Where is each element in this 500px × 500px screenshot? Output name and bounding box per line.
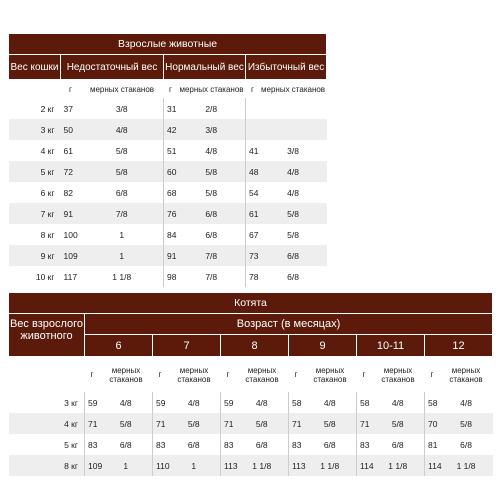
cups-cell: 6/8: [119, 439, 132, 450]
cups-cell: 6/8: [187, 439, 200, 450]
grams-cell: 114: [357, 455, 372, 476]
grams-cell: 72: [61, 161, 81, 182]
grams-cell: 109: [85, 455, 100, 476]
adult-weight-column-header: Вес взрослого животного: [9, 314, 85, 357]
cups-cell: 7/8: [178, 245, 246, 266]
age-12-header: 12: [425, 335, 493, 357]
adult-feeding-table: [8, 33, 327, 287]
cups-cell: 5/8: [260, 203, 327, 224]
grams-cell: 71: [85, 413, 100, 434]
cups-cell: 2/8: [205, 103, 218, 114]
cups-cell: 4/8: [323, 397, 336, 408]
cups-cell: 4/8: [260, 161, 327, 182]
grams-cell: 73: [246, 245, 260, 266]
grams-cell: 113: [289, 455, 304, 476]
cups-cell: 5/8: [100, 413, 153, 434]
grams-cell: 70: [425, 413, 440, 434]
age-7-header: 7: [153, 335, 221, 357]
grams-cell: 81: [425, 434, 440, 455]
cups-cell: 1: [81, 245, 164, 266]
grams-cell: 113: [221, 455, 236, 476]
grams-cell: 110: [153, 455, 168, 476]
grams-cell: 31: [164, 98, 178, 119]
unit-grams: г: [153, 357, 168, 393]
cups-cell: 7/8: [81, 203, 164, 224]
grams-cell: 109: [61, 245, 81, 266]
grams-cell: 78: [246, 266, 260, 287]
table-row: [9, 98, 327, 119]
underweight-header: Недостаточный вес: [61, 55, 164, 80]
unit-cups: мерных стаканов: [81, 80, 164, 99]
cups-cell: 1: [119, 229, 125, 240]
cups-cell: 3/8: [178, 119, 246, 140]
cups-cell: 5/8: [304, 413, 357, 434]
cups-cell: 4/8: [119, 397, 132, 408]
grams-cell: 68: [164, 182, 178, 203]
cups-cell: 1 1/8: [440, 455, 493, 476]
age-9-header: 9: [289, 335, 357, 357]
cat-weight-cell: 3 кг: [9, 119, 61, 140]
table-row: [9, 161, 327, 182]
grams-cell: 91: [164, 245, 178, 266]
unit-grams: г: [246, 80, 260, 99]
overweight-header: Избыточный вес: [246, 55, 327, 80]
table-row: [9, 266, 327, 287]
cups-cell: 5/8: [81, 161, 164, 182]
cups-cell: 1 1/8: [112, 271, 132, 282]
cat-weight-cell: 8 кг: [40, 229, 55, 240]
grams-cell: 41: [246, 140, 260, 161]
cups-cell: 6/8: [115, 187, 128, 198]
table-row: [9, 224, 327, 245]
unit-grams: г: [85, 357, 100, 393]
grams-cell: 60: [164, 161, 178, 182]
grams-cell: 71: [221, 413, 236, 434]
cups-cell: 5/8: [372, 413, 425, 434]
unit-grams: г: [164, 80, 178, 99]
grams-cell: 71: [153, 413, 168, 434]
cups-cell: 1 1/8: [304, 455, 357, 476]
unit-grams: г: [357, 357, 372, 393]
unit-cups: мерных стаканов: [178, 80, 246, 99]
unit-cups: мерных стаканов: [304, 357, 357, 393]
cups-cell: 5/8: [287, 229, 299, 240]
cups-cell: 6/8: [391, 439, 404, 450]
grams-cell: 51: [164, 140, 178, 161]
table-row: [9, 182, 327, 203]
unit-cups: мерных стаканов: [236, 357, 289, 393]
kitten-units-row: [9, 357, 493, 393]
grams-cell: 37: [63, 103, 73, 114]
grams-cell: 98: [164, 266, 178, 287]
grams-cell: 117: [63, 271, 78, 282]
cups-cell: 4/8: [205, 145, 218, 156]
cups-cell: 5/8: [115, 145, 128, 156]
grams-cell: 114: [425, 455, 440, 476]
cups-cell: 3/8: [287, 145, 299, 156]
kitten-feeding-table: [8, 292, 493, 476]
grams-cell: 58: [357, 392, 372, 413]
age-6-header: 6: [85, 335, 153, 357]
cups-cell: 5/8: [178, 161, 246, 182]
unit-cups: мерных стаканов: [372, 357, 425, 393]
cups-cell: 5/8: [236, 413, 289, 434]
grams-cell: [246, 119, 260, 140]
table-row: [9, 434, 493, 455]
unit-cups: мерных стаканов: [260, 80, 327, 99]
adult-weight-cell: 3 кг: [64, 397, 78, 408]
cups-cell: 6/8: [287, 271, 299, 282]
cups-cell: 6/8: [260, 245, 327, 266]
cups-cell: 4/8: [460, 397, 472, 408]
grams-cell: 84: [164, 224, 178, 245]
cups-cell: 4/8: [391, 397, 404, 408]
cups-cell: 4/8: [287, 187, 299, 198]
cups-cell: 4/8: [255, 397, 268, 408]
table-row: [9, 140, 327, 161]
grams-cell: 58: [425, 392, 440, 413]
cups-cell: [260, 98, 327, 119]
grams-cell: 100: [63, 229, 78, 240]
weight-column-header: Вес кошки: [9, 55, 61, 80]
cups-cell: 6/8: [178, 203, 246, 224]
grams-cell: 59: [85, 392, 100, 413]
unit-cups: мерных стаканов: [440, 357, 493, 393]
adult-table-title: Взрослые животные: [9, 34, 327, 55]
cat-weight-cell: 7 кг: [9, 203, 61, 224]
adult-weight-cell: 5 кг: [64, 439, 78, 450]
grams-cell: 83: [357, 434, 372, 455]
cups-cell: 6/8: [255, 439, 268, 450]
table-row: [9, 392, 493, 413]
grams-cell: 71: [357, 413, 372, 434]
grams-cell: 82: [63, 187, 73, 198]
cups-cell: 1: [100, 455, 153, 476]
cups-cell: 1: [168, 455, 221, 476]
grams-cell: 58: [289, 392, 304, 413]
grams-cell: 42: [164, 119, 178, 140]
cups-cell: 5/8: [440, 413, 493, 434]
table-row: [9, 203, 327, 224]
table-row: [9, 245, 327, 266]
cups-cell: 7/8: [205, 271, 218, 282]
cups-cell: 1 1/8: [236, 455, 289, 476]
units-empty-cell: [9, 80, 61, 99]
cups-cell: 3/8: [115, 103, 128, 114]
grams-cell: 54: [246, 182, 260, 203]
unit-grams: г: [61, 80, 81, 99]
grams-cell: 83: [289, 434, 304, 455]
table-row: [9, 455, 493, 476]
unit-grams: г: [221, 357, 236, 393]
grams-cell: 61: [246, 203, 260, 224]
cups-cell: [260, 119, 327, 140]
kitten-table-title: Котята: [9, 293, 493, 314]
grams-cell: 83: [85, 434, 100, 455]
cat-weight-cell: 2 кг: [40, 103, 55, 114]
grams-cell: 71: [289, 413, 304, 434]
cat-weight-cell: 4 кг: [40, 145, 55, 156]
units-empty-cell: [9, 357, 85, 393]
cups-cell: 4/8: [187, 397, 200, 408]
cat-weight-cell: 5 кг: [9, 161, 61, 182]
adult-weight-cell: 8 кг: [9, 455, 85, 476]
age-months-header: Возраст (в месяцах): [85, 314, 493, 335]
table-row: [9, 413, 493, 434]
cups-cell: 6/8: [323, 439, 336, 450]
adult-weight-cell: 4 кг: [9, 413, 85, 434]
grams-cell: 83: [221, 434, 236, 455]
unit-cups: мерных стаканов: [100, 357, 153, 393]
cat-weight-cell: 9 кг: [9, 245, 61, 266]
grams-cell: 83: [153, 434, 168, 455]
cups-cell: 4/8: [81, 119, 164, 140]
unit-grams: г: [289, 357, 304, 393]
grams-cell: 67: [246, 224, 260, 245]
grams-cell: 76: [164, 203, 178, 224]
grams-cell: 59: [221, 392, 236, 413]
table-row: [9, 119, 327, 140]
normal-weight-header: Нормальный вес: [164, 55, 246, 80]
grams-cell: 59: [153, 392, 168, 413]
cups-cell: 6/8: [460, 439, 472, 450]
cups-cell: 6/8: [205, 229, 218, 240]
grams-cell: [246, 98, 260, 119]
unit-cups: мерных стаканов: [168, 357, 221, 393]
cups-cell: 5/8: [168, 413, 221, 434]
unit-grams: г: [425, 357, 440, 393]
cat-weight-cell: 10 кг: [35, 271, 55, 282]
grams-cell: 48: [246, 161, 260, 182]
units-row: [9, 80, 327, 99]
cat-weight-cell: 6 кг: [40, 187, 55, 198]
age-8-header: 8: [221, 335, 289, 357]
grams-cell: 50: [61, 119, 81, 140]
grams-cell: 91: [61, 203, 81, 224]
cups-cell: 1 1/8: [372, 455, 425, 476]
cups-cell: 5/8: [205, 187, 218, 198]
age-10-11-header: 10-11: [357, 335, 425, 357]
grams-cell: 61: [63, 145, 73, 156]
